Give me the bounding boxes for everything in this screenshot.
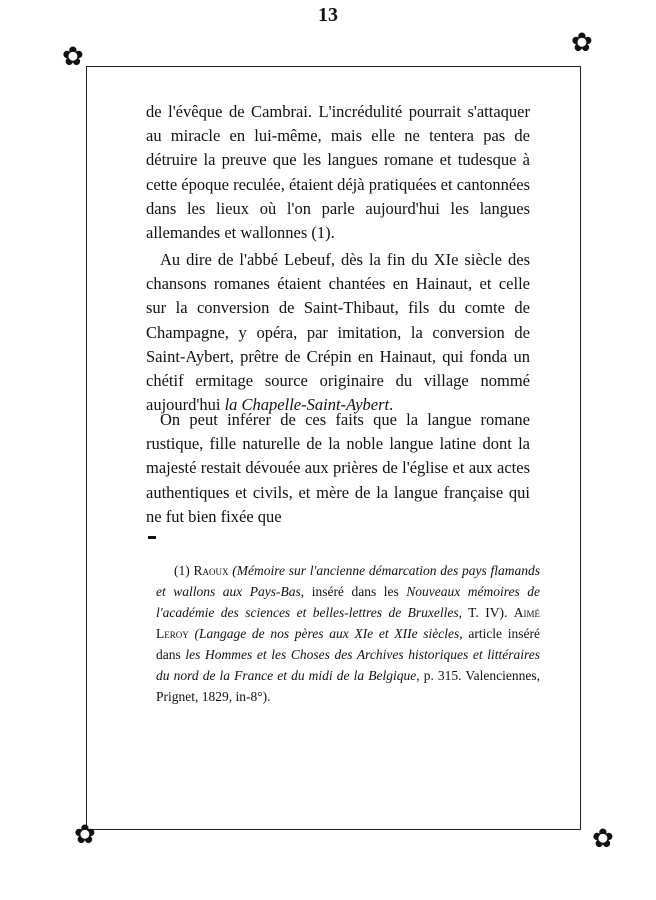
corner-ornament-icon: ✿ [592,824,614,854]
footnote-title-4: les Hommes et les Choses des Archives historiques et littéraires du nord de la France et du midi de la Belgique [156,647,540,683]
place-name: la Chapelle-Saint-Aybert [224,395,390,415]
paragraph-3: On peut inférer de ces faits que la langue romane rustique, fille naturelle de la noble langue latine dont la majesté restait dévouée aux prières de l'église et aux actes authentiques et civils, et mère de la langue française qui ne fut bien fixée que [146,410,530,526]
paragraph-2-text: Au dire de l'abbé Lebeuf, dès la fin du XIe siècle des chansons romanes étaient chantées en Hainaut, et celle sur la conversion de Saint-Thibaut, fils du comte de Champagne, y opéra, par imitation, la conversion de Saint-Aybert, prêtre de Crépin en Hainaut, qui fonda un chétif ermitage source originaire du village nommé aujourd'hui [146,250,530,415]
footnote-text-2: , T. IV). [458,605,514,620]
footnote-text-3: , article inséré dans [156,626,540,662]
footnote-separator [148,536,156,539]
paragraph-1: de l'évêque de Cambrai. L'incrédulité pourrait s'attaquer au miracle en lui-même, mais elle ne tentera pas de détruire la preuve que les langues romane et tudesque à cette époque reculée, étaient déjà pratiquées et cantonnées dans les lieux où l'on parle aujourd'hui les langues allemandes et wallonnes (1). [146,102,530,243]
corner-ornament-icon: ✿ [62,42,84,72]
footnote-title-1: (Mémoire sur l'ancienne démarcation des pays flamands et wallons aux Pays-Bas [156,563,541,599]
footnote-author-2: Aimé Leroy [156,605,540,641]
footnote-title-2: Nouveaux mémoires de l'académie des sciences et belles-lettres de Bruxelles [156,584,540,620]
corner-ornament-icon: ✿ [74,820,96,850]
paragraph-2-end: . [389,395,394,415]
footnote [156,560,540,707]
footnote-text-1: , inséré dans les [300,584,407,599]
paragraph-2 [146,248,530,417]
footnote-title-3: (Langage de nos pères aux XIe et XIIe siècles [194,626,460,641]
page-number: 13 [318,4,338,26]
corner-ornament-icon: ✿ [571,28,593,58]
footnote-marker: (1) [174,563,190,578]
footnote-text-4: , p. 315. Valenciennes, Prignet, 1829, in-8°). [156,668,540,704]
footnote-author-1: Raoux [193,563,229,578]
